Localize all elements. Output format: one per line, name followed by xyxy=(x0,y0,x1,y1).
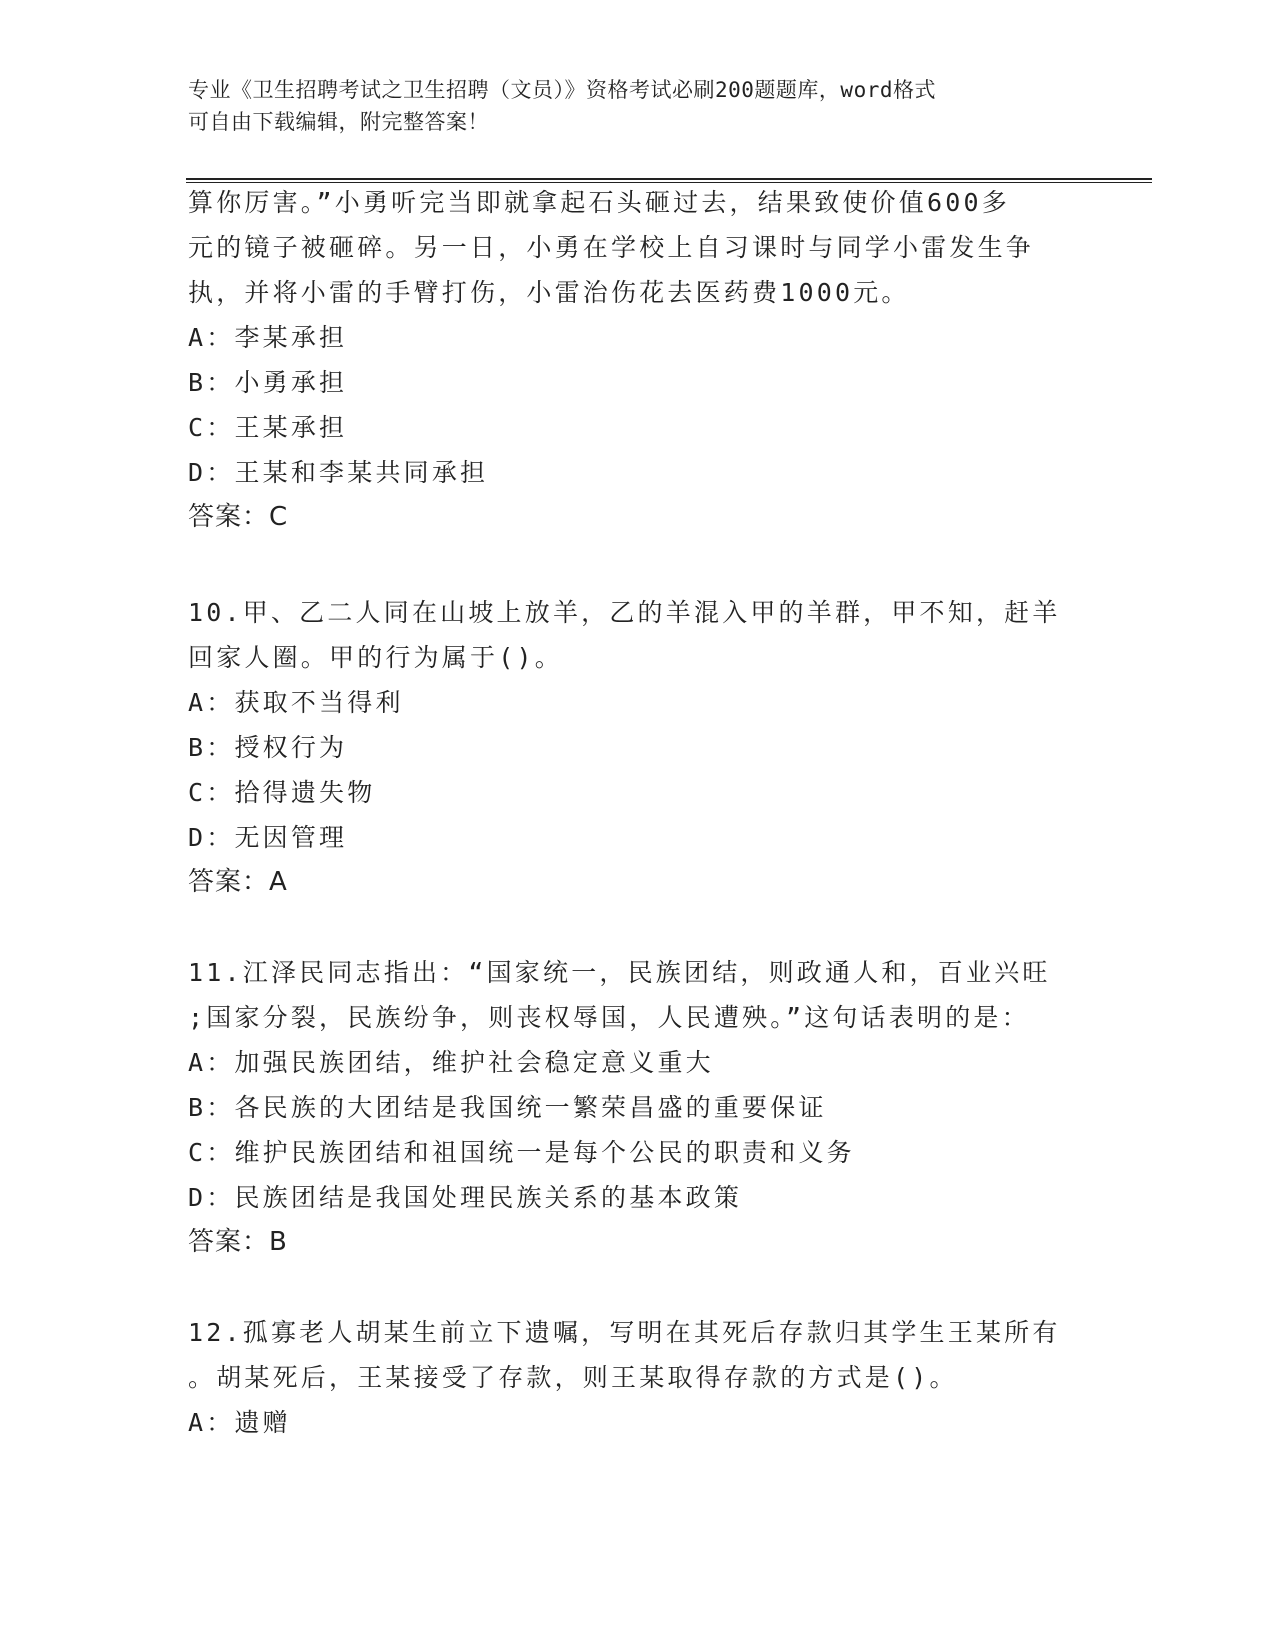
question-text-line: 元的镜子被砸碎。另一日，小勇在学校上自习课时与同学小雷发生争 xyxy=(188,233,1035,262)
option-b: B：授权行为 xyxy=(188,733,348,762)
option-c: C：王某承担 xyxy=(188,413,348,442)
question-text-line: 执，并将小雷的手臂打伤，小雷治伤花去医药费1000元。 xyxy=(188,278,910,307)
question-text-line: 算你厉害。”小勇听完当即就拿起石头砸过去，结果致使价值600多 xyxy=(188,188,1010,217)
answer-line: 答案：B xyxy=(188,1227,288,1257)
option-b: B：各民族的大团结是我国统一繁荣昌盛的重要保证 xyxy=(188,1093,827,1122)
question-10 xyxy=(188,590,1088,905)
option-c: C：拾得遗失物 xyxy=(188,778,376,807)
option-b: B：小勇承担 xyxy=(188,368,348,397)
question-9-continuation xyxy=(188,180,1088,540)
question-text-line: 11.江泽民同志指出：“国家统一，民族团结，则政通人和，百业兴旺 xyxy=(188,958,1051,987)
question-text-line: 12.孤寡老人胡某生前立下遗嘱，写明在其死后存款归其学生王某所有 xyxy=(188,1318,1061,1347)
option-a: A：加强民族团结，维护社会稳定意义重大 xyxy=(188,1048,714,1077)
question-text-line: 。胡某死后，王某接受了存款，则王某取得存款的方式是()。 xyxy=(188,1363,958,1392)
question-text-line: 10.甲、乙二人同在山坡上放羊，乙的羊混入甲的羊群，甲不知，赶羊 xyxy=(188,598,1061,627)
question-text-line: ;国家分裂，民族纷争，则丧权辱国，人民遭殃。”这句话表明的是： xyxy=(188,1003,1030,1032)
header-line-2: 可自由下载编辑，附完整答案！ xyxy=(188,110,489,134)
question-12 xyxy=(188,1310,1088,1445)
page-header xyxy=(188,74,1068,138)
question-text-line: 回家人圈。甲的行为属于()。 xyxy=(188,643,563,672)
option-a: A：李某承担 xyxy=(188,323,348,352)
header-line-1: 专业《卫生招聘考试之卫生招聘（文员）》资格考试必刷200题题库，word格式 xyxy=(188,78,936,102)
option-d: D：民族团结是我国处理民族关系的基本政策 xyxy=(188,1183,743,1212)
option-a: A：遗赠 xyxy=(188,1408,291,1437)
option-d: D：王某和李某共同承担 xyxy=(188,458,489,487)
answer-line: 答案：C xyxy=(188,502,289,532)
question-11 xyxy=(188,950,1088,1265)
option-a: A：获取不当得利 xyxy=(188,688,404,717)
answer-line: 答案：A xyxy=(188,867,288,897)
option-d: D：无因管理 xyxy=(188,823,348,852)
option-c: C：维护民族团结和祖国统一是每个公民的职责和义务 xyxy=(188,1138,855,1167)
